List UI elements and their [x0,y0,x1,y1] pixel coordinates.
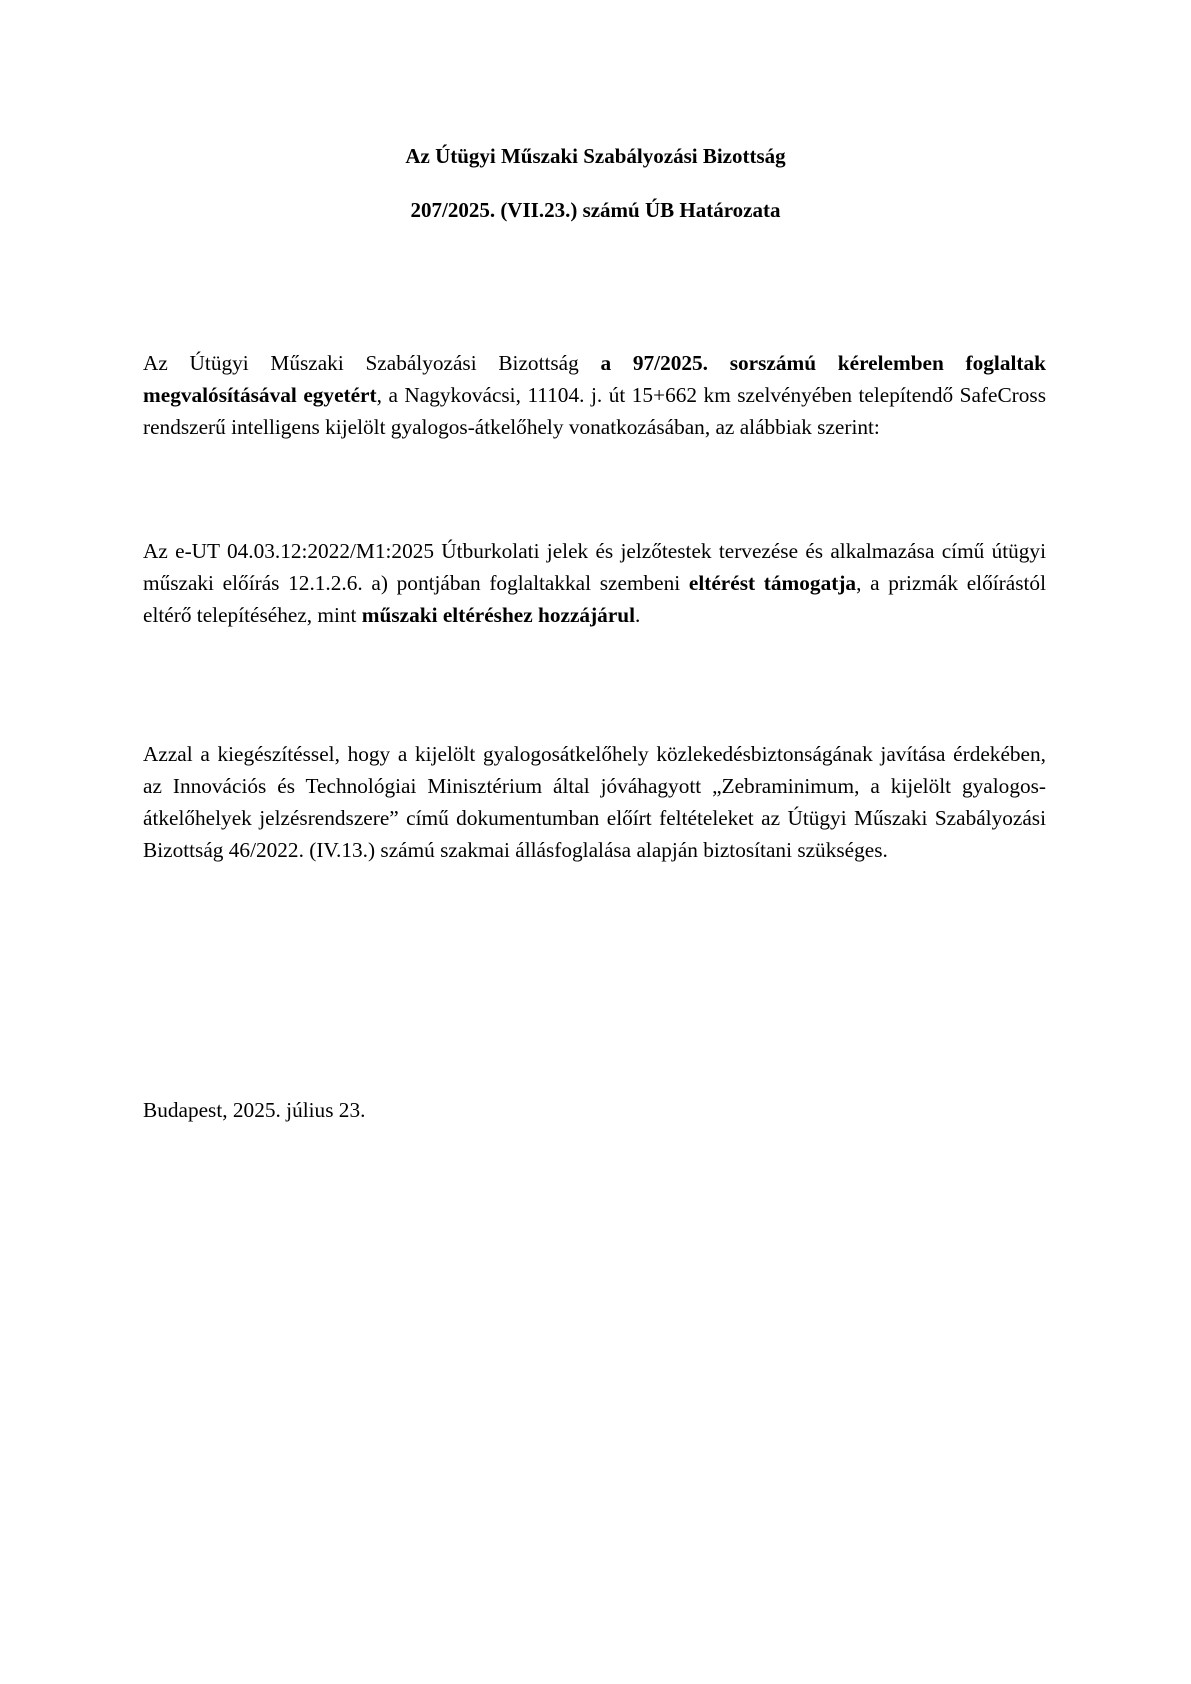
paragraph-2-text-2: , a prizmák előírástól eltérő telepítéséhez, mint [143,571,1046,627]
paragraph-1-text-2: , a Nagykovácsi, 11104. j. út 15+662 km szelvényében telepítendő SafeCross rendszerű intelligens kijelölt gyalogos-átkelőhely vonatkozásában, az alábbiak szerint: [143,383,1046,439]
paragraph-2-text-1: Az e-UT 04.03.12:2022/M1:2025 Útburkolati jelek és jelzőtestek tervezése és alkalmazása című útügyi műszaki előírás 12.1.2.6. a) pontjában foglaltakkal szembeni [143,539,1046,595]
paragraph-2-bold-1: eltérést támogatja [688,571,857,595]
paragraph-1-text-1: Az Útügyi Műszaki Szabályozási Bizottság [143,351,601,375]
paragraph-1-bold-1: a 97/2025. sorszámú kérelemben foglaltak megvalósításával egyetért [143,351,1046,407]
resolution-paragraph-2 [143,535,1046,631]
document-title: Az Útügyi Műszaki Szabályozási Bizottság [405,144,786,168]
paragraph-2-text-3: . [635,603,641,627]
resolution-paragraph-3: Azzal a kiegészítéssel, hogy a kijelölt gyalogosátkelőhely közlekedésbiztonságának javítása érdekében, az Innovációs és Technológiai Minisztérium által jóváhagyott „Zebraminimum, a kijelölt gyalogos-átkelőhelyek jelzésrendszere” című dokumentumban előírt feltételeket az Útügyi Műszaki Szabályozási Bizottság 46/2022. (IV.13.) számú szakmai állásfoglalása alapján biztosítani szükséges. [143,742,1046,862]
resolution-paragraph-1 [143,347,1046,443]
paragraph-2-bold-2: műszaki eltéréshez hozzájárul [361,603,636,627]
resolution-number: 207/2025. (VII.23.) számú ÚB Határozata [410,198,781,222]
place-and-date: Budapest, 2025. július 23. [143,1098,366,1122]
